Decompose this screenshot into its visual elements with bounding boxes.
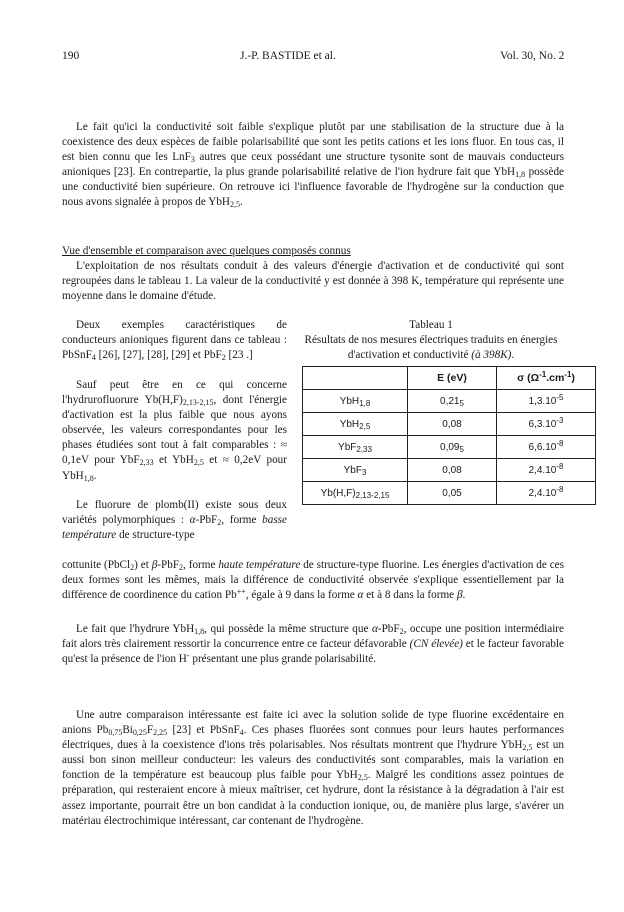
conductivity-cell: $6,3.10^{-3}$ bbox=[497, 413, 596, 436]
compound-cell: $Yb(H,F)_{2,13-2,15}$ bbox=[303, 482, 408, 505]
column-paragraph-examples: Deux exemples caractéristiques de conducteurs anioniques figurent dans ce tableau : PbSnF$_4$ [26], [27], [28], [29] et PbF$_2$ [23 .] bbox=[62, 319, 287, 363]
paragraph-intro: Le fait qu'ici la conductivité soit faible s'explique plutôt par une stabilisation de la structure due à la coexistence des deux espèces de faible polarisabilité que sont les petits cations et les ions fluor. En tous cas, il est bien connu que les LnF$_3$ autres que ceux possédant une structure tysonite sont de mauvais conducteurs anioniques [23]. En contrepartie, la plus grande polarisabilité relative de l'ion hydrure fait que YbH$_{1,8}$ possède une conductivité bien supérieure. On retrouve ici l'influence favorable de l'hydrogène sur la conduction que nous avons signalée à propos de YbH$_{2,5}$. bbox=[62, 121, 565, 210]
table-row bbox=[303, 413, 596, 436]
compound-cell: YbH$_{1,8}$ bbox=[303, 390, 408, 413]
energy-cell: $0,09_5$ bbox=[408, 436, 497, 459]
conductivity-cell: $1,3.10^{-5}$ bbox=[497, 390, 596, 413]
running-head-authors: J.-P. BASTIDE et al. bbox=[240, 50, 336, 62]
running-head-volume: Vol. 30, No. 2 bbox=[500, 50, 565, 62]
page-number: 190 bbox=[62, 50, 80, 62]
results-table bbox=[302, 366, 596, 505]
header-cell-conductivity: σ $(\Omega^{-1}.cm^{-1})$ bbox=[497, 367, 596, 390]
paragraph-polymorphs: cottunite (PbCl$_2$) et β-PbF$_2$, forme haute température de structure-type fluorine. Les énergies d'activation de ces deux formes sont les mêmes, mais la différence de conductivité observée s'explique essentiellement par la différence de coordinence du cation Pb++, égale à 9 dans la forme α et à 8 dans la forme β. bbox=[62, 559, 564, 602]
energy-cell: 0,05 bbox=[408, 482, 497, 505]
compound-cell: YbF$_3$ bbox=[303, 459, 408, 482]
conductivity-cell: $6,6.10^{-8}$ bbox=[497, 436, 596, 459]
header-cell-energy: E (eV) bbox=[408, 367, 497, 390]
table-row bbox=[303, 390, 596, 413]
table-row bbox=[303, 482, 596, 505]
paragraph-overview: L'exploitation de nos résultats conduit à des valeurs d'énergie d'activation et de conductivité qui sont regroupées dans le tableau 1. La valeur de la conductivité y est donnée à 398 K, température qui représente une moyenne dans le domaine d'étude. bbox=[62, 260, 564, 303]
energy-cell: 0,08 bbox=[408, 459, 497, 482]
table-row bbox=[303, 459, 596, 482]
column-paragraph-lead-fluoride: Le fluorure de plomb(II) existe sous deux variétés polymorphiques : α-PbF$_2$, forme basse température de structure-type bbox=[62, 499, 287, 542]
section-heading: Vue d'ensemble et comparaison avec quelques composés connus bbox=[62, 245, 351, 257]
paragraph-hydride-position: Le fait que l'hydrure YbH$_{1,8}$, qui possède la même structure que α-PbF$_2$, occupe une position intermédiaire fait alors très clairement ressortir la concurrence entre ce facteur défavorable (CN élevée) et le facteur favorable qu'est la présence de l'ion H- présentant une plus grande polarisabilité. bbox=[62, 623, 565, 666]
table-caption: Résultats de nos mesures électriques traduits en énergies d'activation et conductivité (à 398K). bbox=[304, 334, 558, 361]
table-row bbox=[303, 436, 596, 459]
energy-cell: 0,08 bbox=[408, 413, 497, 436]
compound-cell: YbF$_{2,33}$ bbox=[303, 436, 408, 459]
table-title: Tableau 1 bbox=[409, 319, 453, 331]
header-cell-compound bbox=[303, 367, 408, 390]
table-header-row bbox=[303, 367, 596, 390]
conductivity-cell: $2,4.10^{-8}$ bbox=[497, 459, 596, 482]
energy-cell: $0,21_5$ bbox=[408, 390, 497, 413]
column-paragraph-activation: Sauf peut être en ce qui concerne l'hydrurofluorure $Yb(H,F)_{2,13-2,15}$, dont l'énergie d'activation est la plus faible que nous ayons observée, les valeurs correspondantes pour les phases étudiées sont tout à fait comparables : ≈ 0,1eV pour YbF$_{2,33}$ et YbH$_{2,5}$ et ≈ 0,2eV pour YbH$_{1,8}$. bbox=[62, 379, 287, 483]
compound-cell: YbH$_{2,5}$ bbox=[303, 413, 408, 436]
paragraph-comparison: Une autre comparaison intéressante est faite ici avec la solution solide de type fluorine excédentaire en anions $Pb_{0,75}Bi_{0,25}F_{2,25}$ [23] et PbSnF$_4$. Ces phases fluorées sont connues pour leurs hautes performances électriques, dues à la coexistence d'ions très polarisables. Nos résultats montrent que l'hydrure YbH$_{2,5}$ est un aussi bon sinon meilleur conducteur: les valeurs des conductivités sont comparables, mais la variation en fonction de la température est beaucoup plus faible pour YbH$_{2,5}$. Malgré les conditions assez pointues de préparation, qui resteraient encore à mieux maîtriser, cet hydrure, dont la résistance à la dégradation à l'air est assez importante, pourrait être un bon candidat à la conduction ionique, ou, de manière plus large, s'avérer un matériau électrochimique intéressant, car contenant de l'hydrogène. bbox=[62, 709, 564, 827]
conductivity-cell: $2,4.10^{-8}$ bbox=[497, 482, 596, 505]
